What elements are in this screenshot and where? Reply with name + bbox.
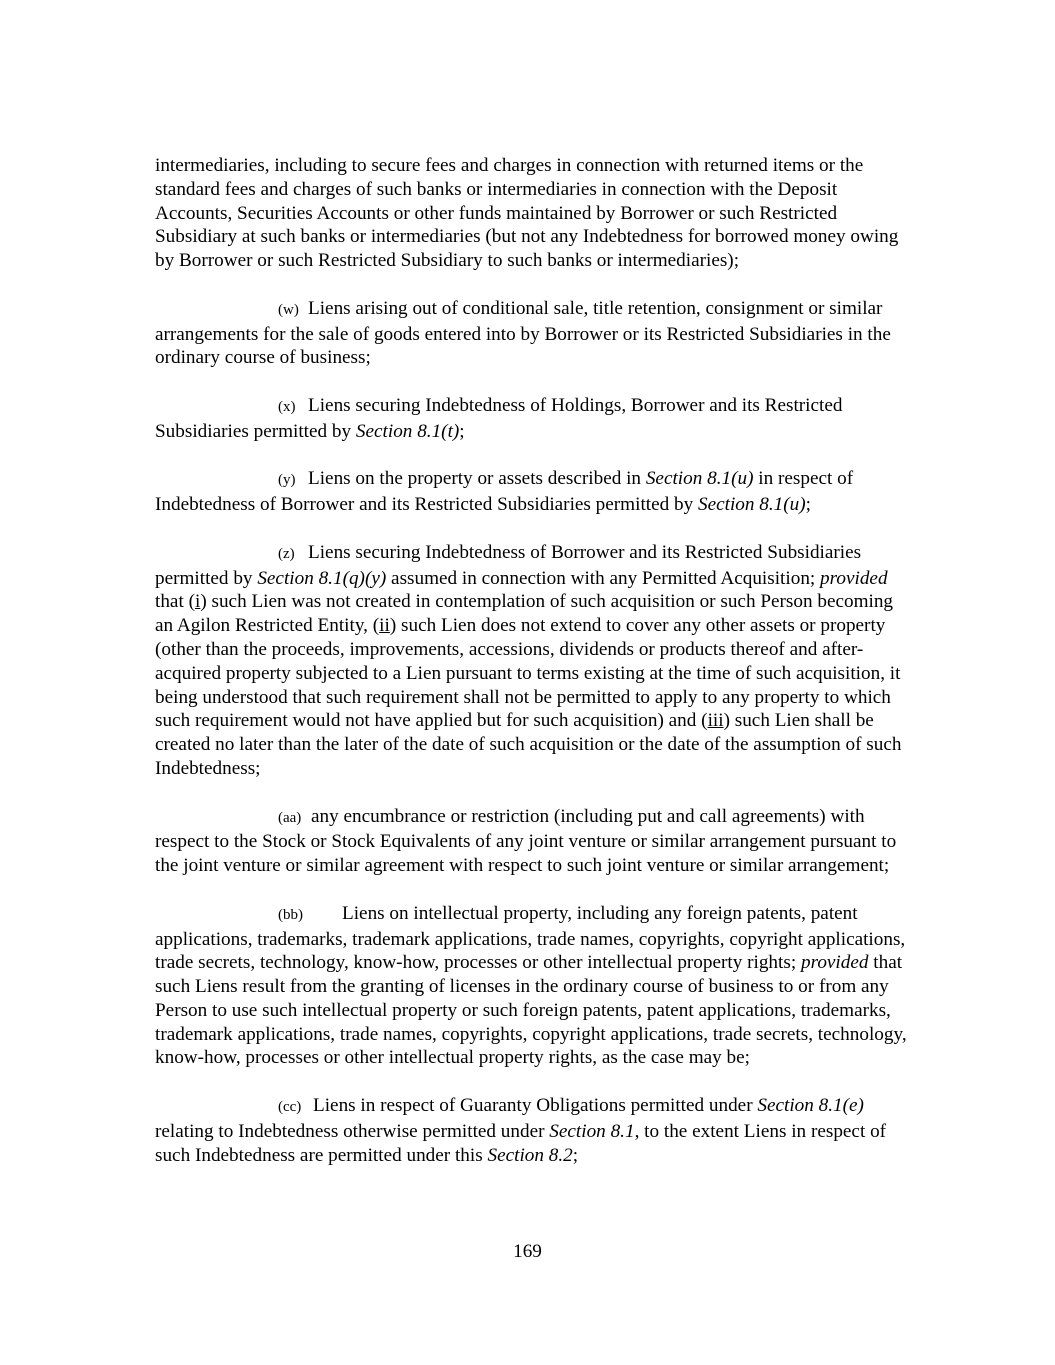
clause-bb-proviso: provided bbox=[800, 952, 869, 974]
clause-y-text: Liens on the property or assets described in bbox=[308, 468, 646, 490]
clause-z-section-ref: Section 8.1(q)(y) bbox=[257, 567, 387, 589]
continuation-paragraph bbox=[155, 154, 915, 273]
clause-z-item-iii: iii bbox=[707, 710, 724, 732]
clause-cc-label: (cc) bbox=[278, 1099, 302, 1116]
clause-z-text-6: ) such Lien shall be created no later than the later of the date of such acquisition or the date of the assumption of such Indebtedness; bbox=[155, 710, 902, 779]
clause-z-item-ii: ii bbox=[379, 615, 390, 637]
clause-y-label: (y) bbox=[278, 472, 296, 489]
continuation-text: intermediaries, including to secure fees and charges in connection with returned items or the standard fees and charges of such banks or intermediaries in connection with the Deposit Accounts, Securities Accounts or other funds maintained by Borrower or such Restricted Subsidiary at such banks or intermediaries (but not any Indebtedness for borrowed money owing by Borrower or such Restricted Subsidiary to such banks or intermediaries); bbox=[155, 155, 899, 272]
clause-z-text-4: ) such Lien was not created in contemplation of such acquisition or such Person becoming an Agilon Restricted Entity, ( bbox=[155, 591, 894, 637]
clause-aa-label: (aa) bbox=[278, 809, 302, 826]
clause-x-text: Liens securing Indebtedness of Holdings, Borrower and its Restricted Subsidiaries permitted by bbox=[155, 394, 843, 442]
clause-bb bbox=[155, 902, 915, 1071]
clause-cc-section-ref-2: Section 8.1 bbox=[549, 1120, 635, 1142]
clause-aa bbox=[155, 805, 915, 878]
clause-y-section-ref-2: Section 8.1(u) bbox=[698, 494, 806, 516]
clause-z-proviso: provided bbox=[820, 567, 888, 589]
document-body bbox=[155, 154, 915, 1191]
clause-bb-label: (bb) bbox=[278, 906, 303, 923]
clause-cc-section-ref-3: Section 8.2 bbox=[487, 1144, 573, 1166]
clause-x-section-ref: Section 8.1(t) bbox=[355, 420, 460, 442]
clause-x-label: (x) bbox=[278, 398, 296, 415]
clause-w bbox=[155, 297, 915, 370]
clause-y bbox=[155, 467, 915, 517]
clause-z-text-2: assumed in connection with any Permitted Acquisition; bbox=[386, 567, 821, 589]
clause-w-text: Liens arising out of conditional sale, title retention, consignment or similar arrangements for the sale of goods entered into by Borrower or its Restricted Subsidiaries in the ordinary course of business; bbox=[155, 297, 891, 369]
clause-cc bbox=[155, 1094, 915, 1167]
clause-bb-text: Liens on intellectual property, including any foreign patents, patent applications, trademarks, trademark applications, trade names, copyrights, copyright applications, trade secrets, technology, know-how, processes or other intellectual property rights; bbox=[155, 902, 906, 974]
clause-x-text-end: ; bbox=[459, 420, 465, 442]
clause-z-text: Liens securing Indebtedness of Borrower and its Restricted Subsidiaries permitted by bbox=[155, 541, 862, 589]
clause-cc-text-end: ; bbox=[572, 1144, 579, 1166]
clause-y-text-middle: in respect of Indebtedness of Borrower and its Restricted Subsidiaries permitted by bbox=[155, 468, 854, 516]
clause-cc-section-ref: Section 8.1(e) bbox=[757, 1095, 864, 1117]
clause-bb-text-2: that such Liens result from the granting of licenses in the ordinary course of business to or from any Person to use such intellectual property or such foreign patents, patent applications, trademarks, trademark applications, trade names, copyrights, copyright applications, trade secrets, technology, know-how, processes or other intellectual property rights, as the case may be; bbox=[155, 952, 907, 1069]
clause-y-text-end: ; bbox=[805, 494, 811, 516]
clause-y-section-ref: Section 8.1(u) bbox=[645, 468, 754, 490]
clause-cc-text-2: relating to Indebtedness otherwise permitted under bbox=[155, 1120, 550, 1142]
clause-w-label: (w) bbox=[278, 301, 299, 318]
clause-aa-text: any encumbrance or restriction (including put and call agreements) with respect to the Stock or Stock Equivalents of any joint venture or similar arrangement pursuant to the joint venture or similar agreement with respect to such joint venture or similar arrangement; bbox=[155, 805, 897, 877]
page-number: 169 bbox=[513, 1241, 542, 1262]
clause-cc-text-3: , to the extent Liens in respect of such Indebtedness are permitted under this bbox=[155, 1120, 887, 1166]
clause-z bbox=[155, 541, 915, 781]
clause-z-text-3: that ( bbox=[155, 591, 195, 613]
clause-z-text-5: ) such Lien does not extend to cover any other assets or property (other than the proceeds, improvements, accessions, dividends or products thereof and after-acquired property subjected to a Lien pursuant to terms existing at the time of such acquisition, it being understood that such requirement shall not be permitted to apply to any property to which such requirement would not have applied but for such acquisition) and ( bbox=[155, 615, 901, 732]
clause-cc-text: Liens in respect of Guaranty Obligations permitted under bbox=[313, 1095, 758, 1117]
clause-z-item-i: i bbox=[194, 591, 201, 613]
clause-z-label: (z) bbox=[278, 545, 295, 562]
clause-x bbox=[155, 394, 915, 444]
